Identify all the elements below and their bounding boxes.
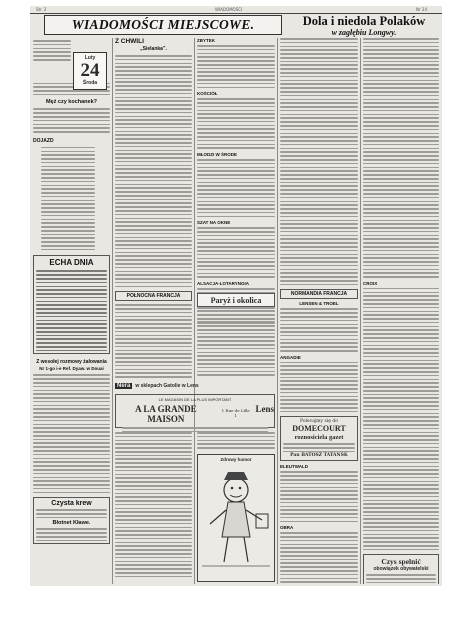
text-block: [36, 528, 107, 541]
text-block: [36, 509, 107, 518]
calendar-month: Luty: [84, 55, 96, 61]
newspaper-page: [30, 6, 442, 586]
text-block: [280, 471, 358, 522]
text-block: [283, 443, 355, 452]
text-block: [115, 55, 192, 287]
cartoon-illustration: [197, 454, 275, 582]
text-block: [33, 40, 71, 61]
poem-block: [33, 147, 95, 251]
ad-subheadline: roznosiciela gazet: [294, 434, 344, 442]
text-block: [115, 304, 192, 377]
item-title: ELEUTWALD: [280, 464, 308, 470]
section-title: NORMANDIA FRANCJA: [290, 291, 348, 298]
column-divider: [194, 38, 195, 584]
cartoon-caption: Zdrowy humor: [220, 457, 252, 462]
masthead-title: WIADOMOŚCI MIEJSCOWE.: [44, 15, 282, 35]
item-title: MŁODZI W ŚRODE: [197, 151, 237, 157]
headline-line1: Dola i niedola Polaków: [302, 14, 426, 28]
column-divider: [360, 38, 361, 584]
item-title: KOŚCIÓŁ: [197, 91, 218, 97]
text-block: [197, 432, 275, 449]
calendar-weekday: Środa: [82, 80, 98, 86]
text-block: [280, 308, 358, 351]
ad-headline: A LA GRANDE MAISON: [135, 404, 197, 424]
text-block: [36, 270, 107, 351]
page-number-left: Str. 2: [36, 7, 47, 12]
text-block: [197, 159, 275, 217]
page-header-center: WIADOMOŚCI: [215, 7, 243, 12]
subsection-title: ALSACJA-LOTARYNGIA: [197, 281, 249, 286]
column-3-lower: [197, 432, 275, 452]
text-block: [363, 288, 439, 551]
ad-subheadline: obowiązek obywatelski: [373, 566, 429, 573]
paris-title: Paryż i okolica: [210, 295, 262, 305]
text-block: [280, 38, 358, 285]
item-title: OBRA: [280, 525, 294, 531]
column-2-lower: [115, 432, 192, 582]
column-5: [363, 38, 439, 584]
section-banner: [280, 289, 358, 299]
section-banner: [115, 291, 192, 301]
headline-line2: w zagłębiu Longwy.: [331, 28, 397, 37]
item-title: SZAT NA OKNE: [197, 220, 231, 226]
ad-address: 1 Rue de Lille 1: [221, 408, 250, 418]
column-1: [33, 38, 110, 584]
item-title: CROIX: [363, 280, 378, 286]
advert-box: [33, 497, 110, 544]
poem-title: DOJAZD: [33, 137, 54, 144]
echo-title: ECHA DNIA: [49, 258, 94, 268]
paris-banner: [197, 293, 275, 307]
section-title: Męż czy kochanek?: [45, 99, 98, 106]
ad-small-line: Polecajmy się do: [300, 419, 338, 425]
cartoon-figure-icon: [198, 462, 274, 572]
ad-top-line: LE MAGASIN DE LA PLUS IMPORTANT: [158, 397, 232, 402]
chapter-subtitle: Nr 1-go i-e Ref. Dyaw. w Douai: [39, 366, 104, 372]
column-divider: [112, 38, 113, 584]
section-subtitle: LENSEN & TROEL: [299, 301, 339, 307]
advert-subtitle: Błotnet Kławe.: [52, 520, 91, 527]
item-title: ANGADIE: [280, 354, 301, 360]
banner-text: w sklepach Gatolie w Lens: [135, 383, 199, 389]
text-block: [363, 38, 439, 278]
main-headline: [290, 15, 438, 38]
text-block: [197, 310, 275, 376]
echo-box: [33, 255, 110, 354]
ad-headline: Czys spelnić: [381, 557, 421, 567]
banner-label: Nera: [117, 383, 131, 389]
text-block: [366, 574, 436, 583]
text-block: [280, 362, 358, 413]
chapter-title: Z wesołej rozmowy żałowania: [36, 359, 107, 366]
text-block: [197, 98, 275, 149]
ad-person: Pan BATOSZ TATANSK: [290, 453, 348, 459]
advert-title: Czysta krew: [51, 500, 92, 508]
calendar-day: 24: [80, 60, 100, 81]
section-title: Z CHWILI: [115, 38, 144, 45]
section-title: PÓŁNOCNA FRANCJA: [126, 293, 181, 300]
page-number-right: Nr 24: [416, 7, 427, 12]
column-divider: [277, 38, 278, 584]
date-calendar: [73, 52, 107, 90]
item-title: ZBYTEK: [197, 38, 215, 43]
civic-duty-ad: [363, 554, 439, 584]
domecourt-ad: [280, 416, 358, 461]
section-subtitle: „Sielanka”.: [140, 46, 167, 52]
ad-headline: DOMECOURT: [292, 424, 346, 434]
ad-city: Lens: [255, 404, 274, 414]
text-block: [197, 227, 275, 278]
text-block: [33, 108, 110, 132]
text-block: [33, 374, 110, 493]
text-block: [280, 532, 358, 584]
column-4: [280, 38, 358, 584]
text-block: [115, 432, 192, 577]
column-3-mid: [197, 310, 275, 430]
text-block: [197, 45, 275, 88]
